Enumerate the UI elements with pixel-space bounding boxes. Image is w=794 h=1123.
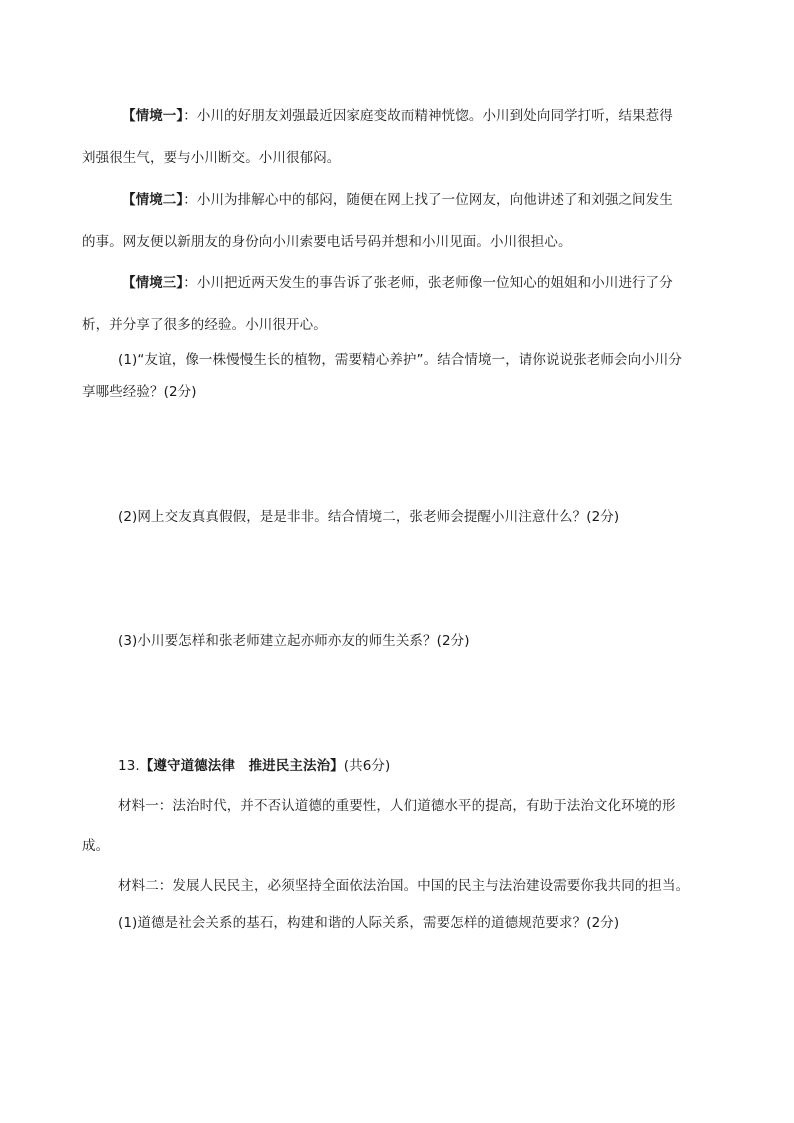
q13-material-2: 材料二：发展人民民主，必须坚持全面依法治国。中国的民主与法治建设需要你我共同的担当。: [118, 878, 690, 894]
q12-sub2: (2)网上交友真真假假，是是非非。结合情境二，张老师会提醒小川注意什么？(2分): [118, 509, 620, 525]
q12-sub3: (3)小川要怎样和张老师建立起亦师亦友的师生关系？(2分): [118, 633, 470, 649]
q12-sub1-line-1: (1)“友谊，像一株慢慢生长的植物，需要精心养护”。结合情境一，请你说说张老师会向小川分: [118, 352, 683, 368]
q13-heading: [118, 756, 390, 776]
q13-material-1-line-1: 材料一：法治时代，并不否认道德的重要性，人们道德水平的提高，有助于法治文化环境的形: [118, 798, 676, 814]
scenario-1-text-1: ：小川的好朋友刘强最近因家庭变故而精神恍惚。小川到处向同学打听，结果惹得: [183, 108, 673, 124]
scenario-2-line-2: 的事。网友便以新朋友的身份向小川索要电话号码并想和小川见面。小川很担心。: [82, 234, 572, 250]
q13-sub1: (1)道德是社会关系的基石，构建和谐的人际关系，需要怎样的道德规范要求？(2分): [118, 915, 620, 931]
scenario-3-text-1: ：小川把近两天发生的事告诉了张老师，张老师像一位知心的姐姐和小川进行了分: [183, 275, 673, 291]
scenario-2-text-1: ：小川为排解心中的郁闷，随便在网上找了一位网友，向他讲述了和刘强之间发生: [183, 192, 673, 208]
scenario-2-line-1: [122, 190, 673, 210]
q13-material-1-line-2: 成。: [82, 838, 110, 854]
scenario-1-line-1: [122, 106, 673, 126]
scenario-3-line-1: [122, 273, 673, 293]
scenario-3-label: 【情境三】: [122, 275, 184, 291]
q12-sub1-line-2: 享哪些经验？(2分): [82, 384, 197, 400]
q13-title: 【遵守道德法律 推进民主法治】: [139, 758, 344, 774]
scenario-1-label: 【情境一】: [122, 108, 184, 124]
scenario-1-line-2: 刘强很生气，要与小川断交。小川很郁闷。: [82, 150, 341, 166]
q13-score: (共6分): [343, 758, 391, 774]
q13-number: 13.: [118, 758, 140, 774]
scenario-2-label: 【情境二】: [122, 192, 184, 208]
scenario-3-line-2: 析，并分享了很多的经验。小川很开心。: [82, 317, 327, 333]
